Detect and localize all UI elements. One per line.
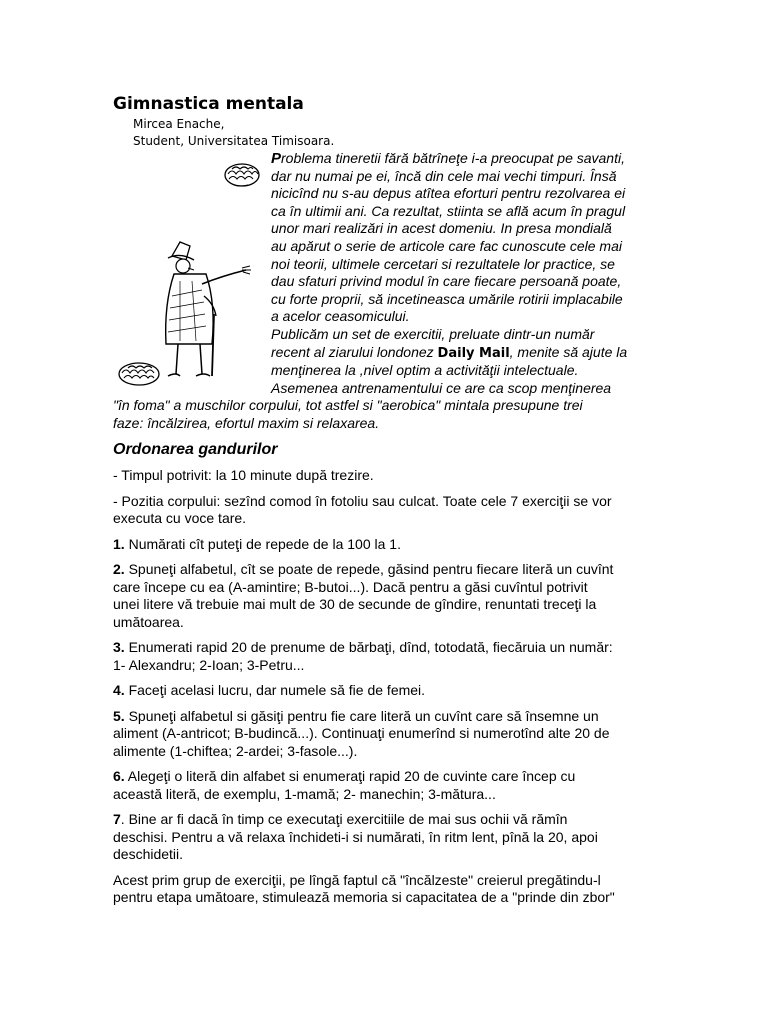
intro-line: cu forte proprii, să incetineasca umările rotirii implacabile [271, 290, 623, 307]
exercise-item: 1. Numărati cît puteţi de repede de la 100 la 1. [113, 535, 401, 552]
intro-line: Asemenea antrenamentului ce are ca scop menţinerea [271, 379, 612, 396]
exercise-number: 1. [113, 535, 125, 552]
exercise-item: 4. Faceţi acelasi lucru, dar numele să fie de femei. [113, 682, 426, 698]
intro-line: recent al ziarului londonez Daily Mail, menite să ajute la [271, 343, 628, 361]
article-body [113, 467, 658, 915]
exercise-item: 5. Spuneţi alfabetul si găsiţi pentru fie care literă un cuvînt care să însemne un aliment (A-antricot; B-budincă...). Continuaţi enumerînd si numerotînd alte 20 de alimente (1-chiftea; 2-ardei; 3-fasole...). [113, 707, 610, 759]
intro-line: a acelor ceasomicului. [271, 308, 410, 325]
drop-cap: P [271, 150, 282, 167]
intro-line: ca în ultimii ani. Ca rezultat, stiinta se află acum în pragul [271, 202, 626, 219]
exercise-item: 3. Enumerati rapid 20 de prenume de bărbaţi, dînd, totodată, fiecăruia un număr: 1- Alexandru; 2-Ioan; 3-Petru... [113, 639, 613, 673]
newspaper-name: Daily Mail [437, 345, 510, 361]
intro-line: "în foma" a muschilor corpului, tot astfel si "aerobica" mintala presupune trei [113, 397, 583, 414]
intro-line: dau sfaturi privind modul în care fiecare persoană poate, [271, 273, 622, 290]
exercise-number: 4. [113, 682, 125, 698]
intro-paragraph [113, 150, 658, 433]
intro-line: au apărut o serie de articole care fac cunoscute cele mai [271, 237, 622, 254]
intro-line: noi teorii, ultimele cercetari si rezultatele lor practice, se [271, 255, 615, 272]
intro-line: Problema tineretii fără bătrîneţe i-a preocupat pe savanti, [271, 150, 625, 167]
paragraph: - Pozitia corpului: sezînd comod în fotoliu sau culcat. Toate cele 7 exerciţii se vor executa cu voce tare. [113, 492, 612, 526]
intro-line: unor mari realizări in acest domeniu. In presa mondială [271, 220, 612, 237]
intro-line: faze: încălzirea, efortul maxim si relaxarea. [113, 414, 380, 431]
author-name: Mircea Enache, [133, 117, 225, 131]
section-heading: Ordonarea gandurilor [113, 441, 278, 458]
paragraph: - Timpul potrivit: la 10 minute după trezire. [113, 467, 374, 483]
exercise-number: 2. [113, 561, 125, 577]
paragraph: Acest prim grup de exerciţii, pe lîngă faptul că "încălzeste" creierul pregătindu-l pentru etapa umătoare, stimulează memoria si capacitatea de a "prinde din zbor" [113, 871, 615, 905]
exercise-item: 7. Bine ar fi dacă în timp ce executaţi exercitiile de mai sus ochii vă rămîn deschisi. Pentru a vă relaxa închideti-i si numărati, în ritm lent, pînă la 20, apoi deschidetii. [113, 811, 598, 862]
exercise-number: 5. [113, 707, 125, 724]
intro-line: Publicăm un set de exercitii, preluate dintr-un număr [271, 325, 595, 342]
author-affiliation: Student, Universitatea Timisoara. [133, 134, 335, 148]
article-title: Gimnastica mentala [113, 94, 304, 114]
exercise-number: 3. [113, 639, 125, 655]
intro-line: dar nu numai pe ei, încă din cele mai vechi timpuri. Însă [271, 167, 617, 184]
exercise-number: 7 [113, 811, 121, 827]
exercise-item: 2. Spuneţi alfabetul, cît se poate de repede, găsind pentru fiecare literă un cuvînt care începe cu ea (A-amintire; B-butoi...). Dacă pentru a găsi cuvîntul potrivit unei litere vă trebuie mai mult de 30 de secunde de gîndire, renuntati treceţi la umătoarea. [113, 561, 614, 630]
intro-line: menţinerea la ,nivel optim a activităţii intelectuale. [271, 362, 579, 379]
exercise-number: 6. [113, 768, 125, 784]
author-block [133, 116, 334, 150]
intro-line: nicicînd nu s-au depus atîtea eforturi pentru rezolvarea ei [271, 185, 626, 202]
exercise-item: 6. Alegeţi o literă din alfabet si enumeraţi rapid 20 de cuvinte care încep cu această literă, de exemplu, 1-mamă; 2- manechin; 3-mătura... [113, 768, 576, 802]
